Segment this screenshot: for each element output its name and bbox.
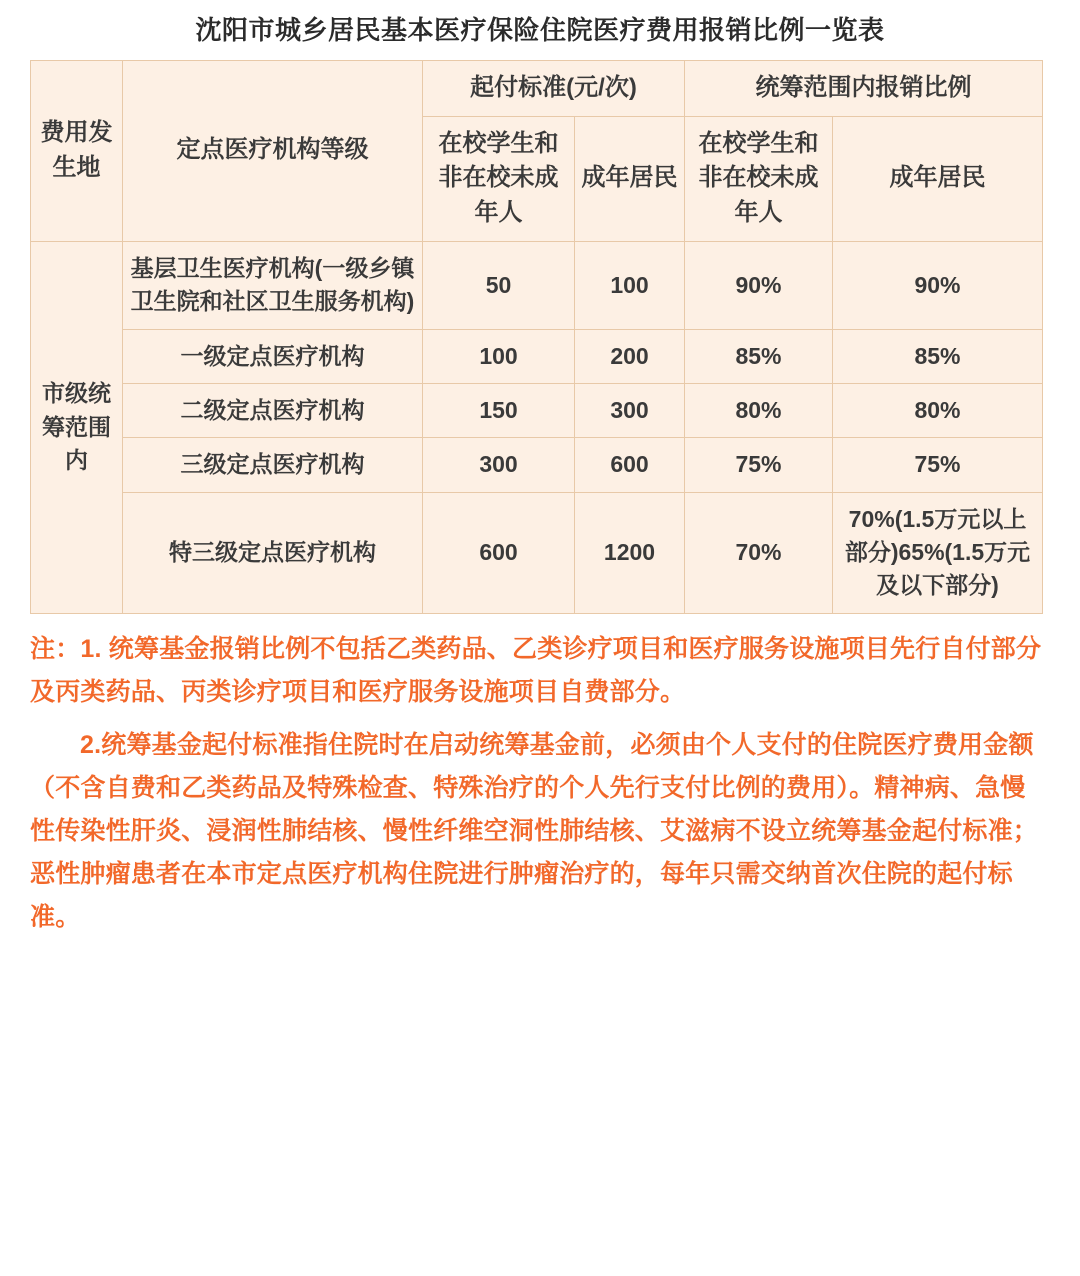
cell-deductible-adult: 300: [575, 384, 685, 438]
cell-deductible-adult: 1200: [575, 492, 685, 613]
note-2: 2.统筹基金起付标准指住院时在启动统筹基金前，必须由个人支付的住院医疗费用金额（不含自费和乙类药品及特殊检查、特殊治疗的个人先行支付比例的费用）。精神病、急慢性传染性肝炎、浸润性肺结核、慢性纤维空洞性肺结核、艾滋病不设立统筹基金起付标准；恶性肿瘤患者在本市定点医疗机构住院进行肿瘤治疗的，每年只需交纳首次住院的起付标准。: [30, 730, 1039, 931]
header-deductible-adult: 成年居民: [575, 116, 685, 241]
table-row: [31, 492, 1043, 613]
cell-ratio-student: 90%: [685, 241, 833, 329]
cell-ratio-adult: 80%: [833, 384, 1043, 438]
table-row: [31, 329, 1043, 383]
cell-ratio-adult: 70%(1.5万元以上部分)65%(1.5万元及以下部分): [833, 492, 1043, 613]
table-row: [31, 438, 1043, 492]
cell-ratio-adult: 90%: [833, 241, 1043, 329]
header-ratio-group: 统筹范围内报销比例: [685, 60, 1043, 116]
header-deductible-student: 在校学生和非在校未成年人: [423, 116, 575, 241]
header-institution-level: 定点医疗机构等级: [123, 60, 423, 241]
table-row: [31, 384, 1043, 438]
table-header: [31, 60, 1043, 241]
cell-deductible-adult: 600: [575, 438, 685, 492]
header-ratio-student: 在校学生和非在校未成年人: [685, 116, 833, 241]
cell-institution: 特三级定点医疗机构: [123, 492, 423, 613]
cell-ratio-adult: 85%: [833, 329, 1043, 383]
cell-deductible-student: 300: [423, 438, 575, 492]
cell-ratio-adult: 75%: [833, 438, 1043, 492]
table-header-row-1: [31, 60, 1043, 116]
reimbursement-table: [30, 60, 1043, 614]
cell-institution: 基层卫生医疗机构(一级乡镇卫生院和社区卫生服务机构): [123, 241, 423, 329]
header-ratio-adult: 成年居民: [833, 116, 1043, 241]
cell-ratio-student: 85%: [685, 329, 833, 383]
cell-deductible-student: 600: [423, 492, 575, 613]
table-body: [31, 241, 1043, 613]
row-label-city-pool: 市级统筹范围内: [31, 241, 123, 613]
cell-deductible-student: 50: [423, 241, 575, 329]
header-deductible-group: 起付标准(元/次): [423, 60, 685, 116]
cell-ratio-student: 75%: [685, 438, 833, 492]
cell-deductible-adult: 100: [575, 241, 685, 329]
cell-institution: 三级定点医疗机构: [123, 438, 423, 492]
note-1: 注：1. 统筹基金报销比例不包括乙类药品、乙类诊疗项目和医疗服务设施项目先行自付部分及丙类药品、丙类诊疗项目和医疗服务设施项目自费部分。: [30, 634, 1042, 706]
cell-institution: 一级定点医疗机构: [123, 329, 423, 383]
table-row: [31, 241, 1043, 329]
cell-ratio-student: 80%: [685, 384, 833, 438]
cell-ratio-student: 70%: [685, 492, 833, 613]
cell-deductible-adult: 200: [575, 329, 685, 383]
cell-deductible-student: 150: [423, 384, 575, 438]
page-title: 沈阳市城乡居民基本医疗保险住院医疗费用报销比例一览表: [195, 15, 885, 45]
cell-deductible-student: 100: [423, 329, 575, 383]
header-place: 费用发生地: [31, 60, 123, 241]
notes-section: [30, 628, 1050, 939]
cell-institution: 二级定点医疗机构: [123, 384, 423, 438]
